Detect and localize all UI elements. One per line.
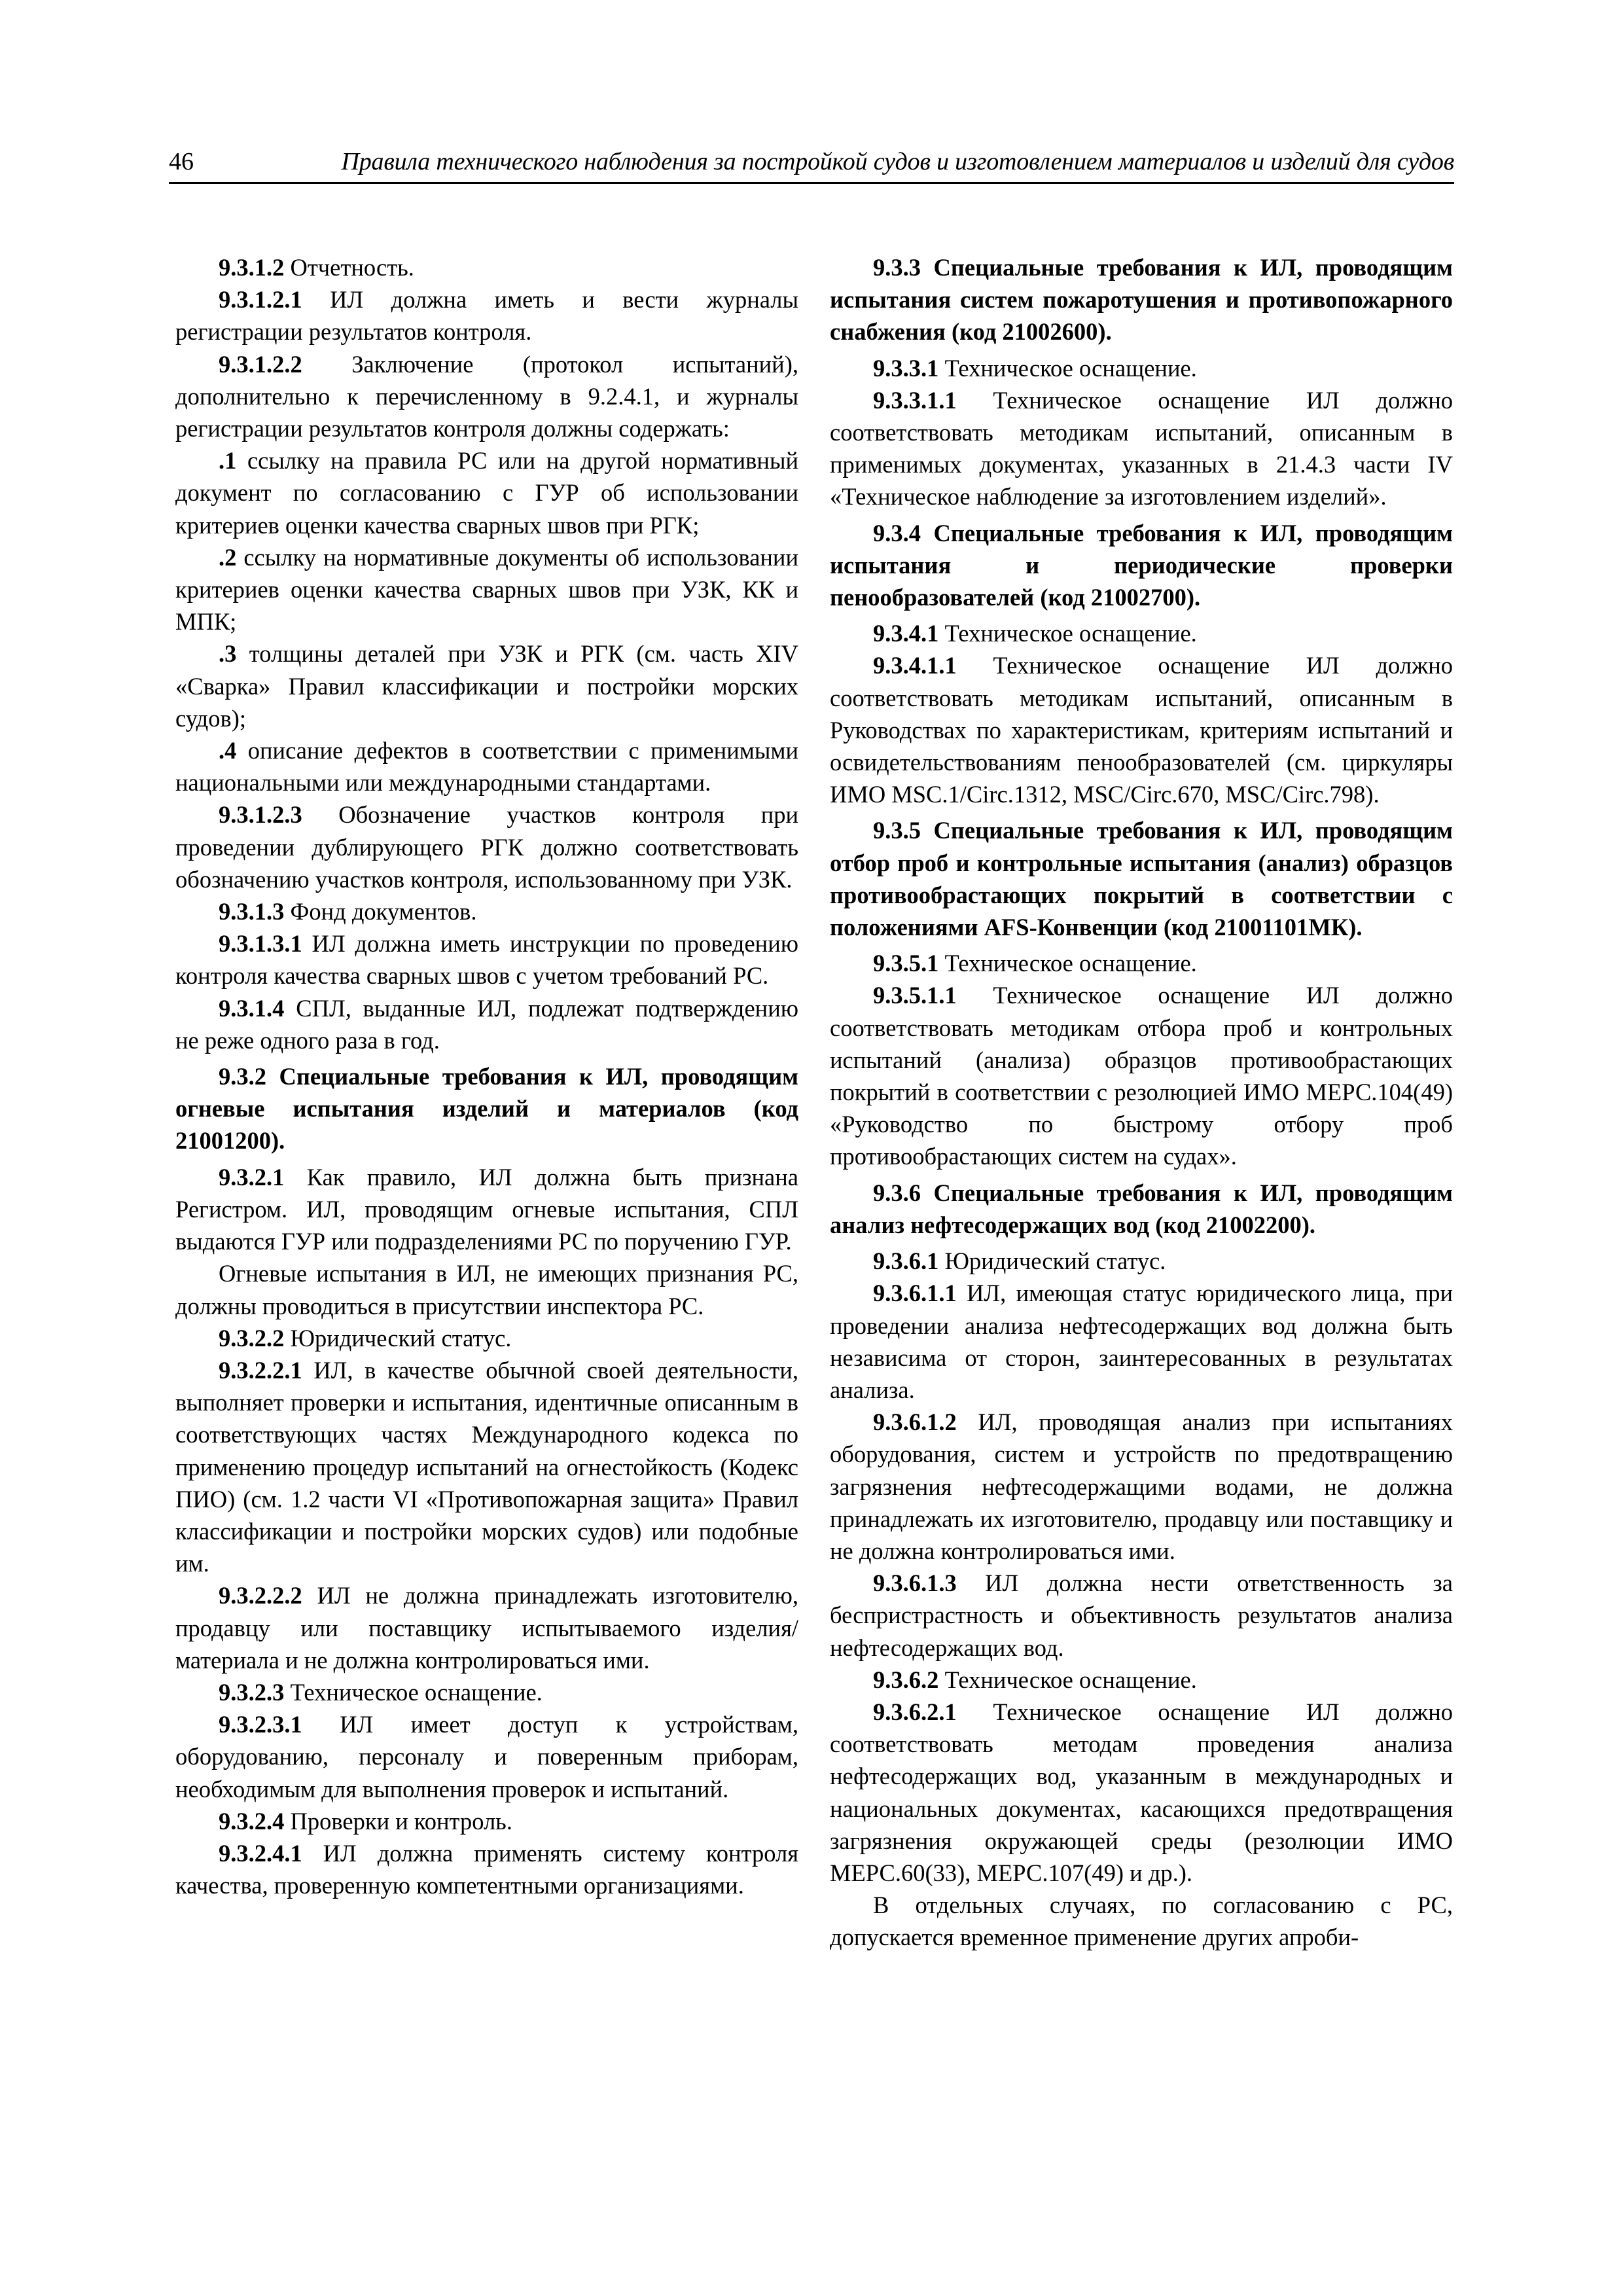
paragraph-text: ИЛ, проводящая анализ при испытаниях оборудования, систем и устройств по предотвращению загрязнения нефтесодержащими водами, не должна принадлежать их изготовителю, продавцу или поставщику и не должна контролироваться ими.: [830, 1408, 1454, 1564]
paragraph-number: 9.3.6.1.2: [873, 1408, 957, 1436]
paragraph: [175, 251, 798, 283]
paragraph-text: Техническое оснащение ИЛ должно соответствовать методикам отбора проб и контрольных испытаний (анализа) образцов противообрастающих покрытий в соответствии с резолюцией ИМО МЕРС.104(49) «Руководство по быстрому отбору проб противообрастающих систем на судах».: [830, 982, 1453, 1170]
page-number: 46: [169, 148, 194, 175]
paragraph-number: 9.3.5.1: [873, 950, 939, 977]
paragraph-number: .4: [219, 737, 237, 764]
paragraph-number: 9.3.2.2: [219, 1324, 285, 1352]
paragraph: [175, 798, 798, 895]
paragraph: [830, 1277, 1453, 1406]
paragraph-number: 9.3.4.1: [873, 620, 939, 647]
paragraph-number: .1: [219, 447, 237, 475]
paragraph: [830, 1696, 1453, 1889]
paragraph-text: Проверки и контроль.: [290, 1807, 512, 1835]
paragraph-text: Техническое оснащение.: [290, 1678, 543, 1706]
paragraph-text: В отдельных случаях, по согласованию с РС, допускается временное применение других апроби-: [830, 1892, 1453, 1951]
paragraph-number: 9.3.6: [873, 1179, 921, 1206]
paragraph-number: 9.3.2.4.1: [219, 1839, 302, 1867]
paragraph-text: ИЛ должна иметь и вести журналы регистрации результатов контроля.: [175, 286, 798, 346]
paragraph-number: 9.3.6.1.3: [873, 1570, 957, 1597]
paragraph-number: 9.3.6.2: [873, 1666, 939, 1693]
paragraph-number: 9.3.6.1: [873, 1247, 939, 1275]
paragraph-number: 9.3.2.3: [219, 1678, 285, 1706]
paragraph-number: 9.3.5: [873, 817, 921, 844]
paragraph-text: Как правило, ИЛ должна быть признана Регистром. ИЛ, проводящим огневые испытания, СПЛ выдаются ГУР или подразделениями РС по поручению ГУР.: [175, 1163, 798, 1255]
paragraph-number: 9.3.1.2.1: [219, 286, 302, 314]
paragraph: [830, 947, 1453, 979]
paragraph: [830, 979, 1453, 1172]
paragraph-number: 9.3.1.2: [219, 254, 285, 281]
paragraph-text: Техническое оснащение ИЛ должно соответствовать методикам испытаний, описанным в применимых документах, указанных в 21.4.3 части IV «Техническое наблюдение за изготовлением изделий».: [830, 386, 1453, 511]
paragraph: [830, 1567, 1453, 1664]
paragraph-text: Специальные требования к ИЛ, проводящим отбор проб и контрольные испытания (анализ) образцов противообрастающих покрытий в соответствии с положениями AFS-Конвенции (код 21001101МК).: [830, 817, 1454, 941]
section-heading: [175, 1060, 798, 1157]
paragraph-text: Отчетность.: [290, 254, 414, 281]
paragraph-text: ИЛ должна нести ответственность за беспристрастность и объективность результатов анализа нефтесодержащих вод.: [830, 1570, 1453, 1661]
paragraph-text: ссылку на правила РС или на другой нормативный документ по согласованию с ГУР об использовании критериев оценки качества сварных швов при РГК;: [175, 447, 799, 539]
paragraph-number: 9.3.1.3.1: [219, 930, 302, 958]
paragraph-text: Специальные требования к ИЛ, проводящим испытания и периодические проверки пенообразователей (код 21002700).: [830, 519, 1454, 611]
paragraph-number: 9.3.1.4: [219, 994, 285, 1022]
paragraph-text: Техническое оснащение ИЛ должно соответствовать методикам испытаний, описанным в Руководствах по характеристикам, критериям испытаний и освидетельствованиям пенообразователей (см. циркуляры ИМО MSC.1/Circ.1312, MSC/Circ.670, MSC/Circ.798).: [830, 652, 1453, 808]
paragraph-number: 9.3.2.1: [219, 1163, 285, 1191]
paragraph-text: Специальные требования к ИЛ, проводящим анализ нефтесодержащих вод (код 21002200).: [830, 1179, 1454, 1238]
paragraph: [175, 1676, 798, 1708]
paragraph-text: Техническое оснащение.: [944, 950, 1197, 977]
paragraph-number: 9.3.3: [873, 254, 921, 281]
page-header: [169, 145, 1454, 184]
paragraph: [830, 649, 1453, 810]
paragraph: [830, 1406, 1453, 1567]
paragraph-text: Юридический статус.: [290, 1324, 512, 1352]
paragraph: [175, 1837, 798, 1901]
paragraph-number: 9.3.2: [219, 1063, 266, 1090]
paragraph-number: 9.3.2.2.2: [219, 1582, 302, 1609]
section-heading: [830, 814, 1453, 943]
paragraph-text: Фонд документов.: [290, 898, 477, 925]
paragraph: [175, 1322, 798, 1354]
paragraph: [175, 637, 798, 734]
paragraph-number: 9.3.4: [873, 519, 921, 547]
paragraph-text: ИЛ имеет доступ к устройствам, оборудованию, персоналу и поверенным приборам, необходимым для выполнения проверок и испытаний.: [175, 1711, 798, 1803]
paragraph-text: Юридический статус.: [944, 1247, 1166, 1275]
paragraph: [175, 1805, 798, 1837]
paragraph: [175, 734, 798, 798]
paragraph: [175, 927, 798, 992]
paragraph-number: .2: [219, 543, 237, 571]
paragraph-text: Техническое оснащение.: [944, 620, 1197, 647]
paragraph-text: Специальные требования к ИЛ, проводящим огневые испытания изделий и материалов (код 21001200).: [175, 1063, 799, 1155]
paragraph-number: 9.3.5.1.1: [873, 982, 957, 1009]
paragraph: [175, 1354, 798, 1579]
paragraph-text: Техническое оснащение.: [944, 1666, 1197, 1693]
paragraph-text: ссылку на нормативные документы об использовании критериев оценки качества сварных швов при УЗК, КК и МПК;: [175, 543, 799, 636]
paragraph: [830, 352, 1453, 384]
paragraph-text: Заключение (протокол испытаний), дополнительно к перечисленному в 9.2.4.1, и журналы регистрации результатов контроля должны содержать:: [175, 350, 798, 442]
paragraph-text: Обозначение участков контроля при проведении дублирующего РГК должно соответствовать обозначению участков контроля, использованному при УЗК.: [175, 801, 799, 893]
paragraph-text: описание дефектов в соответствии с применимыми национальными или международными стандартами.: [175, 737, 799, 797]
paragraph-text: толщины деталей при УЗК и РГК (см. часть XIV «Сварка» Правил классификации и постройки морских судов);: [175, 640, 799, 732]
paragraph-number: 9.3.1.2.2: [219, 350, 302, 378]
paragraph-number: 9.3.2.3.1: [219, 1711, 302, 1738]
paragraph: [175, 1579, 798, 1676]
running-title: Правила технического наблюдения за постройкой судов и изготовлением материалов и изделий для судов: [341, 148, 1454, 175]
paragraph-number: 9.3.2.2.1: [219, 1356, 302, 1384]
paragraph: [175, 1708, 798, 1805]
paragraph: [830, 1664, 1453, 1696]
paragraph: [830, 617, 1453, 649]
right-column: [830, 251, 1453, 1954]
paragraph-text: Техническое оснащение.: [944, 354, 1197, 382]
paragraph-number: 9.3.1.3: [219, 898, 285, 925]
paragraph: [830, 1889, 1453, 1953]
paragraph: [175, 1257, 798, 1321]
paragraph-text: ИЛ, имеющая статус юридического лица, при проведении анализа нефтесодержащих вод должна быть независима от сторон, заинтересованных в результатах анализа.: [830, 1280, 1453, 1403]
section-heading: [830, 251, 1453, 348]
paragraph: [175, 895, 798, 927]
paragraph: [175, 541, 798, 638]
paragraph-number: 9.3.3.1.1: [873, 386, 957, 414]
paragraph-number: .3: [219, 640, 237, 668]
paragraph-text: ИЛ должна применять систему контроля качества, проверенную компетентными организациями.: [175, 1839, 799, 1899]
section-heading: [830, 1177, 1453, 1241]
paragraph-number: 9.3.3.1: [873, 354, 939, 382]
paragraph-number: 9.3.2.4: [219, 1807, 285, 1835]
paragraph-text: Огневые испытания в ИЛ, не имеющих признания РС, должны проводиться в присутствии инспектора РС.: [175, 1260, 798, 1319]
paragraph-number: 9.3.1.2.3: [219, 801, 302, 829]
paragraph-number: 9.3.6.1.1: [873, 1280, 957, 1307]
paragraph: [830, 384, 1453, 513]
paragraph: [830, 1245, 1453, 1277]
section-heading: [830, 517, 1453, 614]
paragraph-number: 9.3.6.2.1: [873, 1698, 957, 1725]
paragraph: [175, 992, 798, 1056]
paragraph-text: ИЛ не должна принадлежать изготовителю, продавцу или поставщику испытываемого изделия/материала и не должна контролироваться ими.: [175, 1582, 798, 1674]
paragraph-text: ИЛ должна иметь инструкции по проведению контроля качества сварных швов с учетом требований РС.: [175, 930, 799, 990]
paragraph: [175, 1161, 798, 1258]
paragraph-text: СПЛ, выданные ИЛ, подлежат подтверждению не реже одного раза в год.: [175, 994, 798, 1054]
paragraph-text: Техническое оснащение ИЛ должно соответствовать методам проведения анализа нефтесодержащих вод, указанным в международных и национальных документах, касающихся предотвращения загрязнения окружающей среды (резолюции ИМО МЕРС.60(33), МЕРС.107(49) и др.).: [830, 1698, 1453, 1886]
paragraph: [175, 348, 798, 445]
paragraph: [175, 283, 798, 348]
paragraph-number: 9.3.4.1.1: [873, 652, 957, 679]
paragraph-text: Специальные требования к ИЛ, проводящим испытания систем пожаротушения и противопожарного снабжения (код 21002600).: [830, 254, 1454, 346]
paragraph-text: ИЛ, в качестве обычной своей деятельности, выполняет проверки и испытания, идентичные описанным в соответствующих частях Международного кодекса по применению процедур испытаний на огнестойкость (Кодекс ПИО) (см. 1.2 части VI «Противопожарная защита» Правил классификации и постройки морских судов) или подобные им.: [175, 1356, 799, 1577]
left-column: [175, 251, 798, 1901]
paragraph: [175, 444, 798, 541]
